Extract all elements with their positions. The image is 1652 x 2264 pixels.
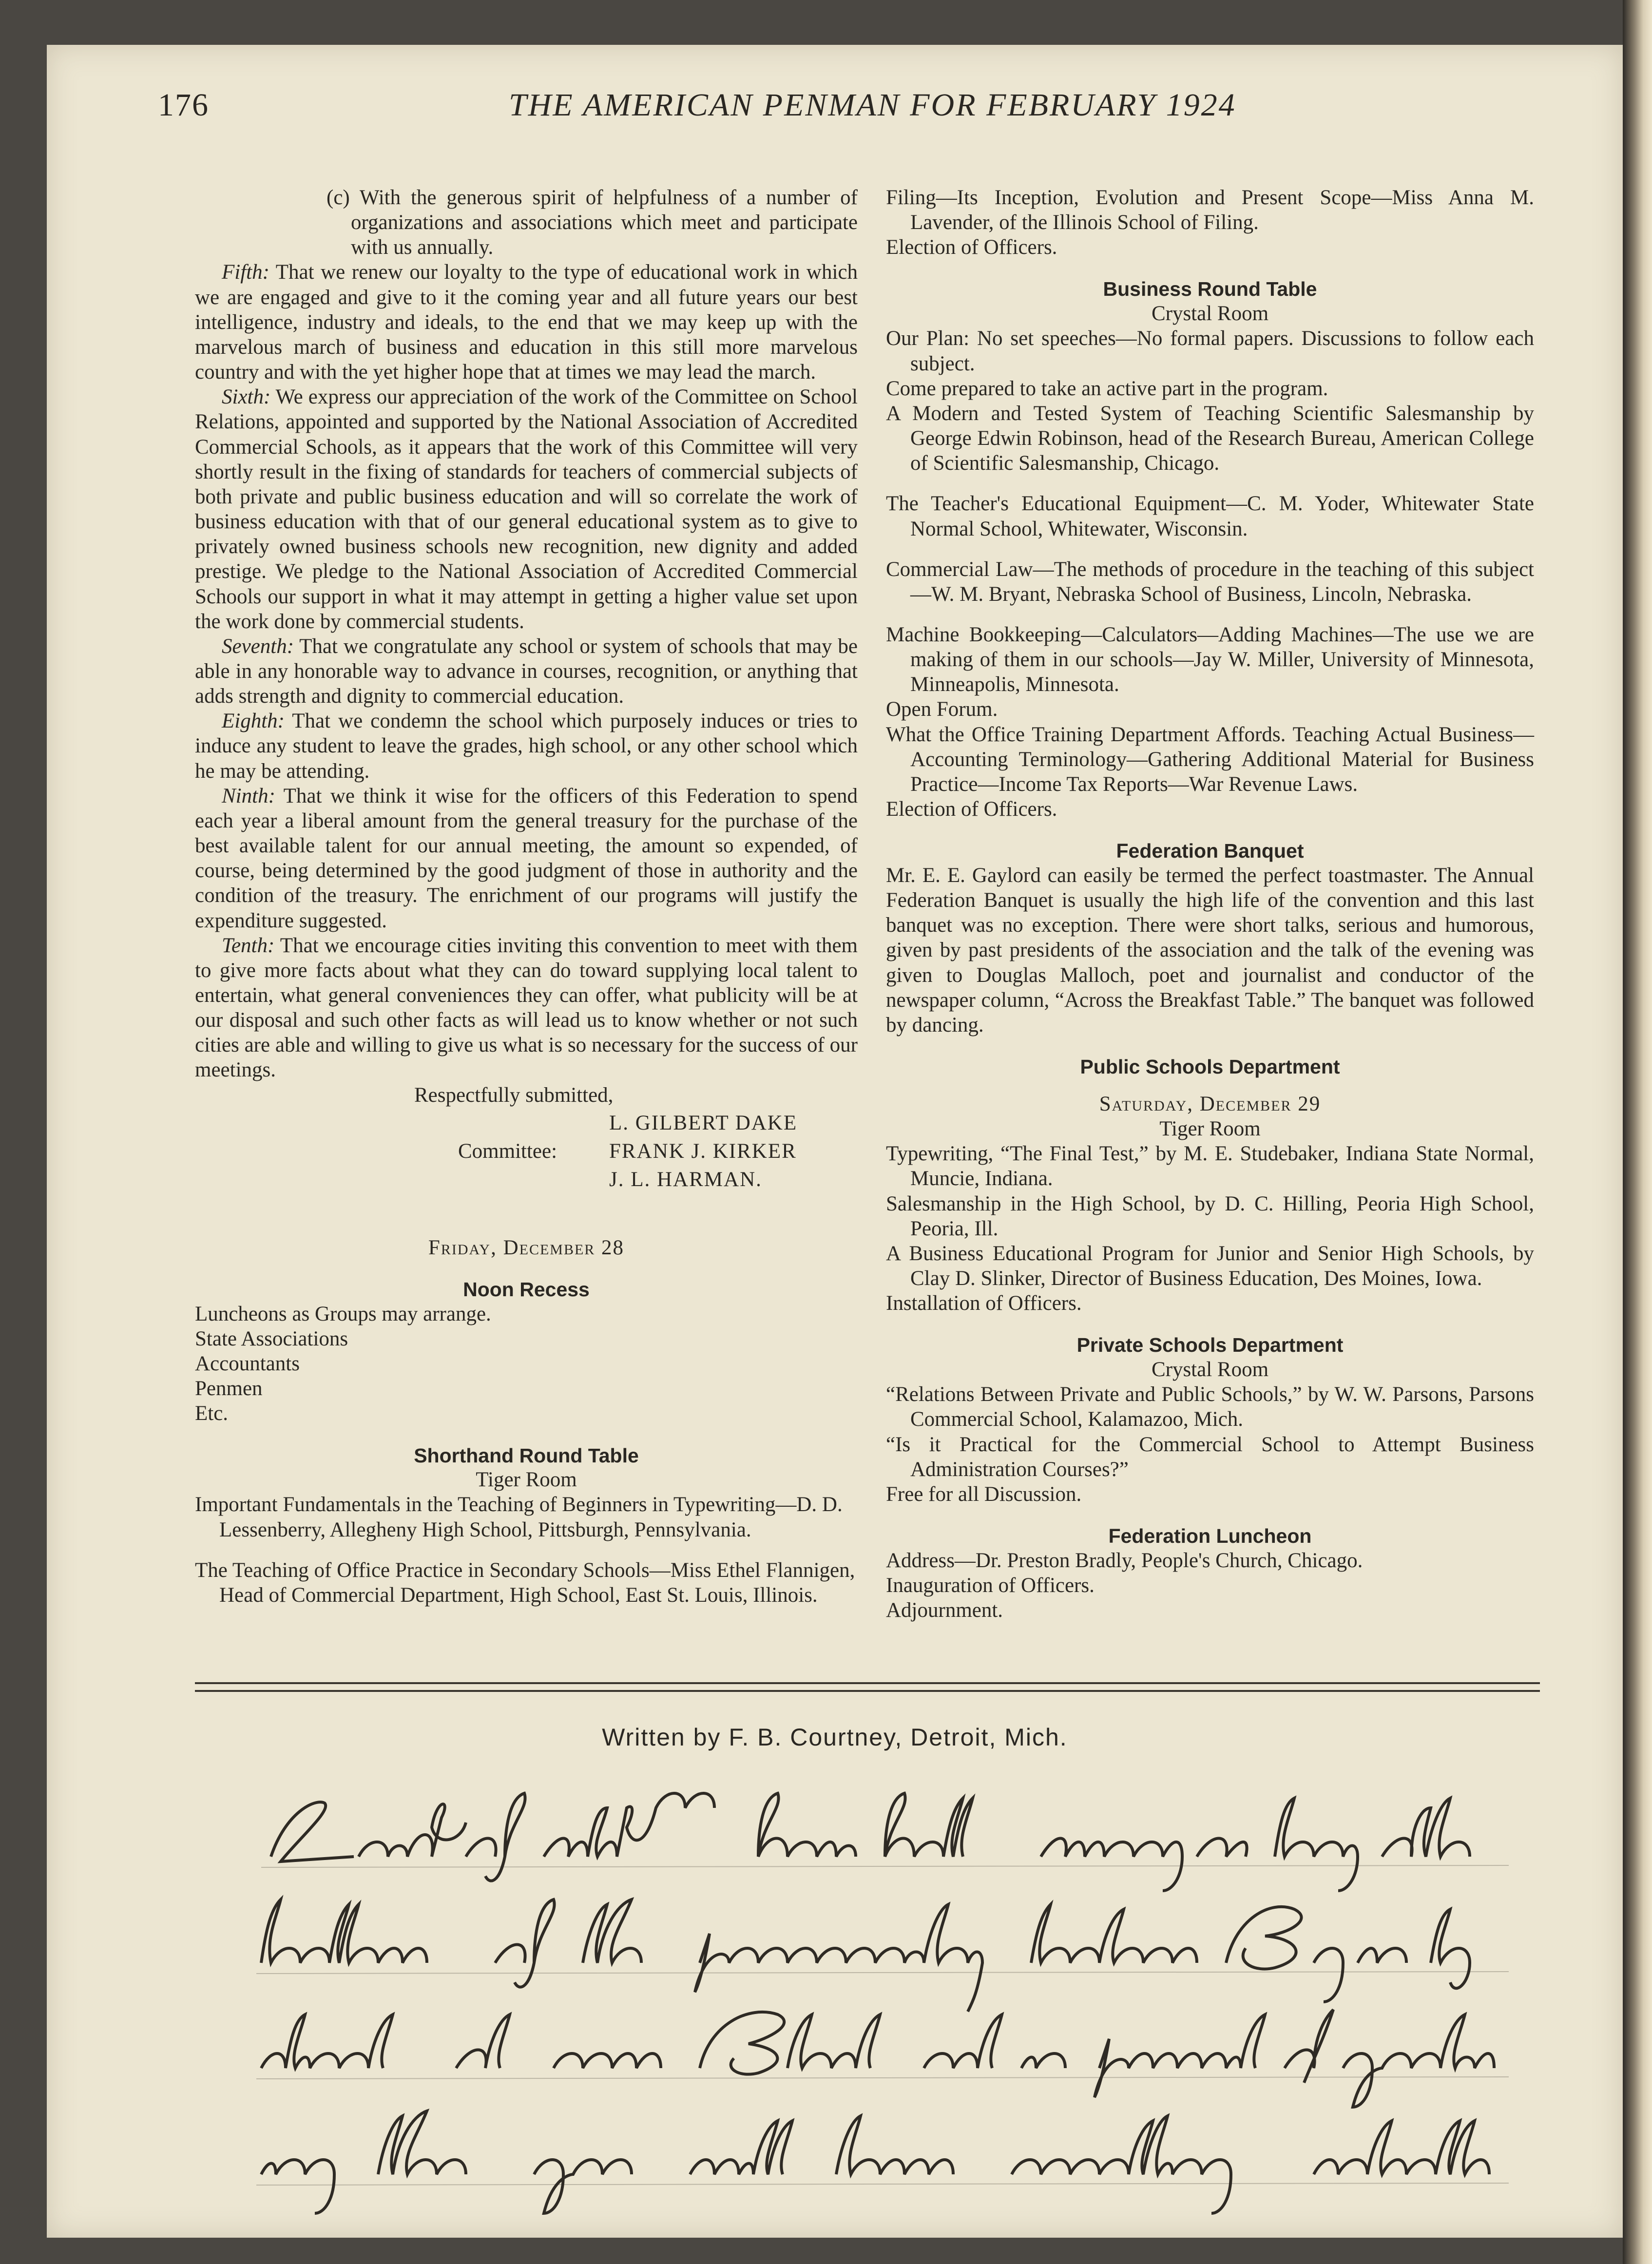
section-heading: Noon Recess — [463, 1278, 590, 1301]
program-item: “Relations Between Private and Public Schools,” by W. W. Parsons, Parsons Commercial School, Kalamazoo, Mich. — [886, 1383, 1534, 1431]
resolution-seventh — [195, 634, 858, 709]
page-title: THE AMERICAN PENMAN FOR FEBRUARY 1924 — [509, 87, 1236, 123]
program-item: Salesmanship in the High School, by D. C. Hilling, Peoria High School, Peoria, Ill. — [886, 1192, 1534, 1240]
program-line: Accountants — [195, 1352, 300, 1376]
resolution-text: That we condemn the school which purposely induces or tries to induce any student to leave the grades, high school, or any other school which he may be attending. — [195, 710, 858, 783]
program-item: Machine Bookkeeping—Calculators—Adding Machines—The use we are making of them in our schools—Jay W. Miller, University of Minnesota, Minneapolis, Minnesota. — [886, 623, 1534, 696]
script-line — [242, 1995, 1518, 2088]
resolution-text: That we think it wise for the officers of this Federation to spend each year a liberal amount from the general treasury for the purchase of the best available talent for our annual meeting, the amount so expended, of course, being determined by the good judgment of those in authority and the condition of the treasury. The enrichment of our programs will justify the expenditure suggested. — [195, 784, 858, 932]
committee-member: L. GILBERT DAKE — [609, 1111, 798, 1134]
program-item: A Modern and Tested System of Teaching Scientific Salesmanship by George Edwin Robinson, head of the Research Bureau, American College of Scientific Salesmanship, Chicago. — [886, 402, 1534, 475]
program-item: What the Office Training Department Affords. Teaching Actual Business—Accounting Terminology—Gathering Additional Material for Business Practice—Income Tax Reports—War Revenue Laws. — [886, 723, 1534, 796]
respectfully-submitted: Respectfully submitted, — [414, 1083, 614, 1107]
resolution-sixth — [195, 384, 858, 634]
resolution-text: That we encourage cities inviting this convention to meet with them to give more facts about what they can do toward supplying local talent to entertain, what general conveniences they can offer, what publicity will be at our disposal and such other facts as will lead us to know whether or not such cities are able and willing to give us what is so necessary for the success of our meetings. — [195, 934, 858, 1082]
committee-label: Committee: — [458, 1139, 557, 1163]
script-line — [242, 1784, 1518, 1876]
program-item: “Is it Practical for the Commercial School to Attempt Business Administration Courses?” — [886, 1433, 1534, 1481]
resolution-text: That we renew our loyalty to the type of educational work in which we are engaged and give to it the coming year and all future years our best intelligence, industry and ideals, to the end that we may keep up with the marvelous march of business and education in this still more marvelous country and with the yet higher hope that at times we may lead the march. — [195, 261, 858, 384]
page-header — [158, 87, 1415, 140]
binding-spine — [1623, 0, 1652, 2264]
right-column — [886, 185, 1534, 1623]
program-item: The Teacher's Educational Equipment—C. M. Yoder, Whitewater State Normal School, Whitewater, Wisconsin. — [886, 492, 1534, 540]
left-column — [195, 185, 858, 1608]
resolution-label: Tenth: — [222, 934, 275, 957]
program-line: Inauguration of Officers. — [886, 1573, 1095, 1597]
banquet-paragraph: Mr. E. E. Gaylord can easily be termed the perfect toastmaster. The Annual Federation Banquet is usually the high life of the convention and this last banquet was no exception. There were short talks, serious and humorous, given by past presidents of the association and the talk of the evening was given to Douglas Malloch, poet and journalist and conductor of the newspaper column, “Across the Breakfast Table.” The banquet was followed by dancing. — [886, 864, 1534, 1036]
resolution-ninth — [195, 784, 858, 933]
section-heading: Federation Banquet — [1116, 840, 1304, 863]
resolution-c: (c) With the generous spirit of helpfulness of a number of organizations and associations which meet and participate with us annually. — [327, 186, 858, 259]
section-heading: Shorthand Round Table — [414, 1444, 639, 1467]
resolution-text: We express our appreciation of the work of the Committee on School Relations, appointed and supported by the National Association of Accredited Commercial Schools, as it appears that the work of this Committee will very shortly result in the fixing of standards for teachers of commercial subjects of both private and public business education and will so correlate the work of business education with that of our general educational system as to give to privately owned business schools new recognition, new dignity and added prestige. We pledge to the National Association of Accredited Commercial Schools our support in what it may attempt in getting a higher value set upon the work done by commercial students. — [195, 385, 858, 633]
section-heading: Public Schools Department — [1080, 1055, 1340, 1078]
section-divider — [195, 1690, 1540, 1692]
committee-member: J. L. HARMAN. — [609, 1168, 762, 1191]
room-name: Crystal Room — [1151, 302, 1269, 326]
section-heading: Business Round Table — [1103, 278, 1317, 301]
program-line: Penmen — [195, 1377, 263, 1401]
section-divider — [195, 1682, 1540, 1684]
program-line: Election of Officers. — [886, 236, 1057, 259]
program-item: A Business Educational Program for Junior and Senior High Schools, by Clay D. Slinker, Director of Business Education, Des Moines, Iowa. — [886, 1242, 1534, 1290]
script-line — [242, 2101, 1518, 2194]
committee-signatures — [195, 1111, 858, 1223]
section-heading: Private Schools Department — [1076, 1334, 1344, 1357]
program-line: Open Forum. — [886, 698, 998, 721]
resolution-label: Eighth: — [222, 710, 285, 733]
script-line — [242, 1890, 1518, 1982]
program-line: Etc. — [195, 1402, 229, 1425]
day-heading: Friday, December 28 — [428, 1236, 625, 1259]
program-line: Luncheons as Groups may arrange. — [195, 1302, 491, 1325]
penmanship-credit: Written by F. B. Courtney, Detroit, Mich. — [602, 1724, 1068, 1751]
resolution-label: Fifth: — [222, 261, 269, 284]
resolution-fifth — [195, 260, 858, 384]
committee-member: FRANK J. KIRKER — [609, 1139, 797, 1163]
program-line: Adjournment. — [886, 1599, 1003, 1622]
program-line: Election of Officers. — [886, 798, 1057, 821]
program-item: The Teaching of Office Practice in Secondary Schools—Miss Ethel Flannigen, Head of Commercial Department, High School, East St. Louis, Illinois. — [195, 1558, 855, 1607]
resolution-text: That we congratulate any school or system of schools that may be able in any honorable way to advance in courses, recognition, or anything that adds strength and dignity to commercial education. — [195, 634, 858, 708]
room-name: Tiger Room — [476, 1468, 577, 1492]
resolution-label: Seventh: — [222, 634, 294, 658]
program-item: Filing—Its Inception, Evolution and Present Scope—Miss Anna M. Lavender, of the Illinois School of Filing. — [886, 186, 1534, 234]
program-item: Our Plan: No set speeches—No formal papers. Discussions to follow each subject. — [886, 327, 1534, 375]
program-item: Typewriting, “The Final Test,” by M. E. Studebaker, Indiana State Normal, Muncie, Indiana. — [886, 1142, 1534, 1190]
program-line: State Associations — [195, 1327, 348, 1350]
resolution-label: Sixth: — [222, 385, 271, 409]
resolution-label: Ninth: — [222, 784, 275, 807]
program-item: Important Fundamentals in the Teaching of Beginners in Typewriting—D. D. Lessenberry, Allegheny High School, Pittsburgh, Pennsylvania. — [195, 1493, 843, 1541]
program-line: Free for all Discussion. — [886, 1482, 1082, 1506]
program-item: Commercial Law—The methods of procedure in the teaching of this subject—W. M. Bryant, Nebraska School of Business, Lincoln, Nebraska. — [886, 557, 1534, 606]
room-name: Crystal Room — [1151, 1358, 1269, 1381]
program-line: Address—Dr. Preston Bradly, People's Church, Chicago. — [886, 1549, 1363, 1572]
page-number: 176 — [158, 87, 209, 123]
resolution-tenth — [195, 933, 858, 1083]
program-line: Come prepared to take an active part in the program. — [886, 377, 1328, 400]
day-heading: Saturday, December 29 — [1099, 1092, 1321, 1115]
program-line: Installation of Officers. — [886, 1292, 1082, 1315]
section-heading: Federation Luncheon — [1108, 1525, 1312, 1547]
resolution-eighth — [195, 709, 858, 783]
room-name: Tiger Room — [1159, 1117, 1261, 1141]
